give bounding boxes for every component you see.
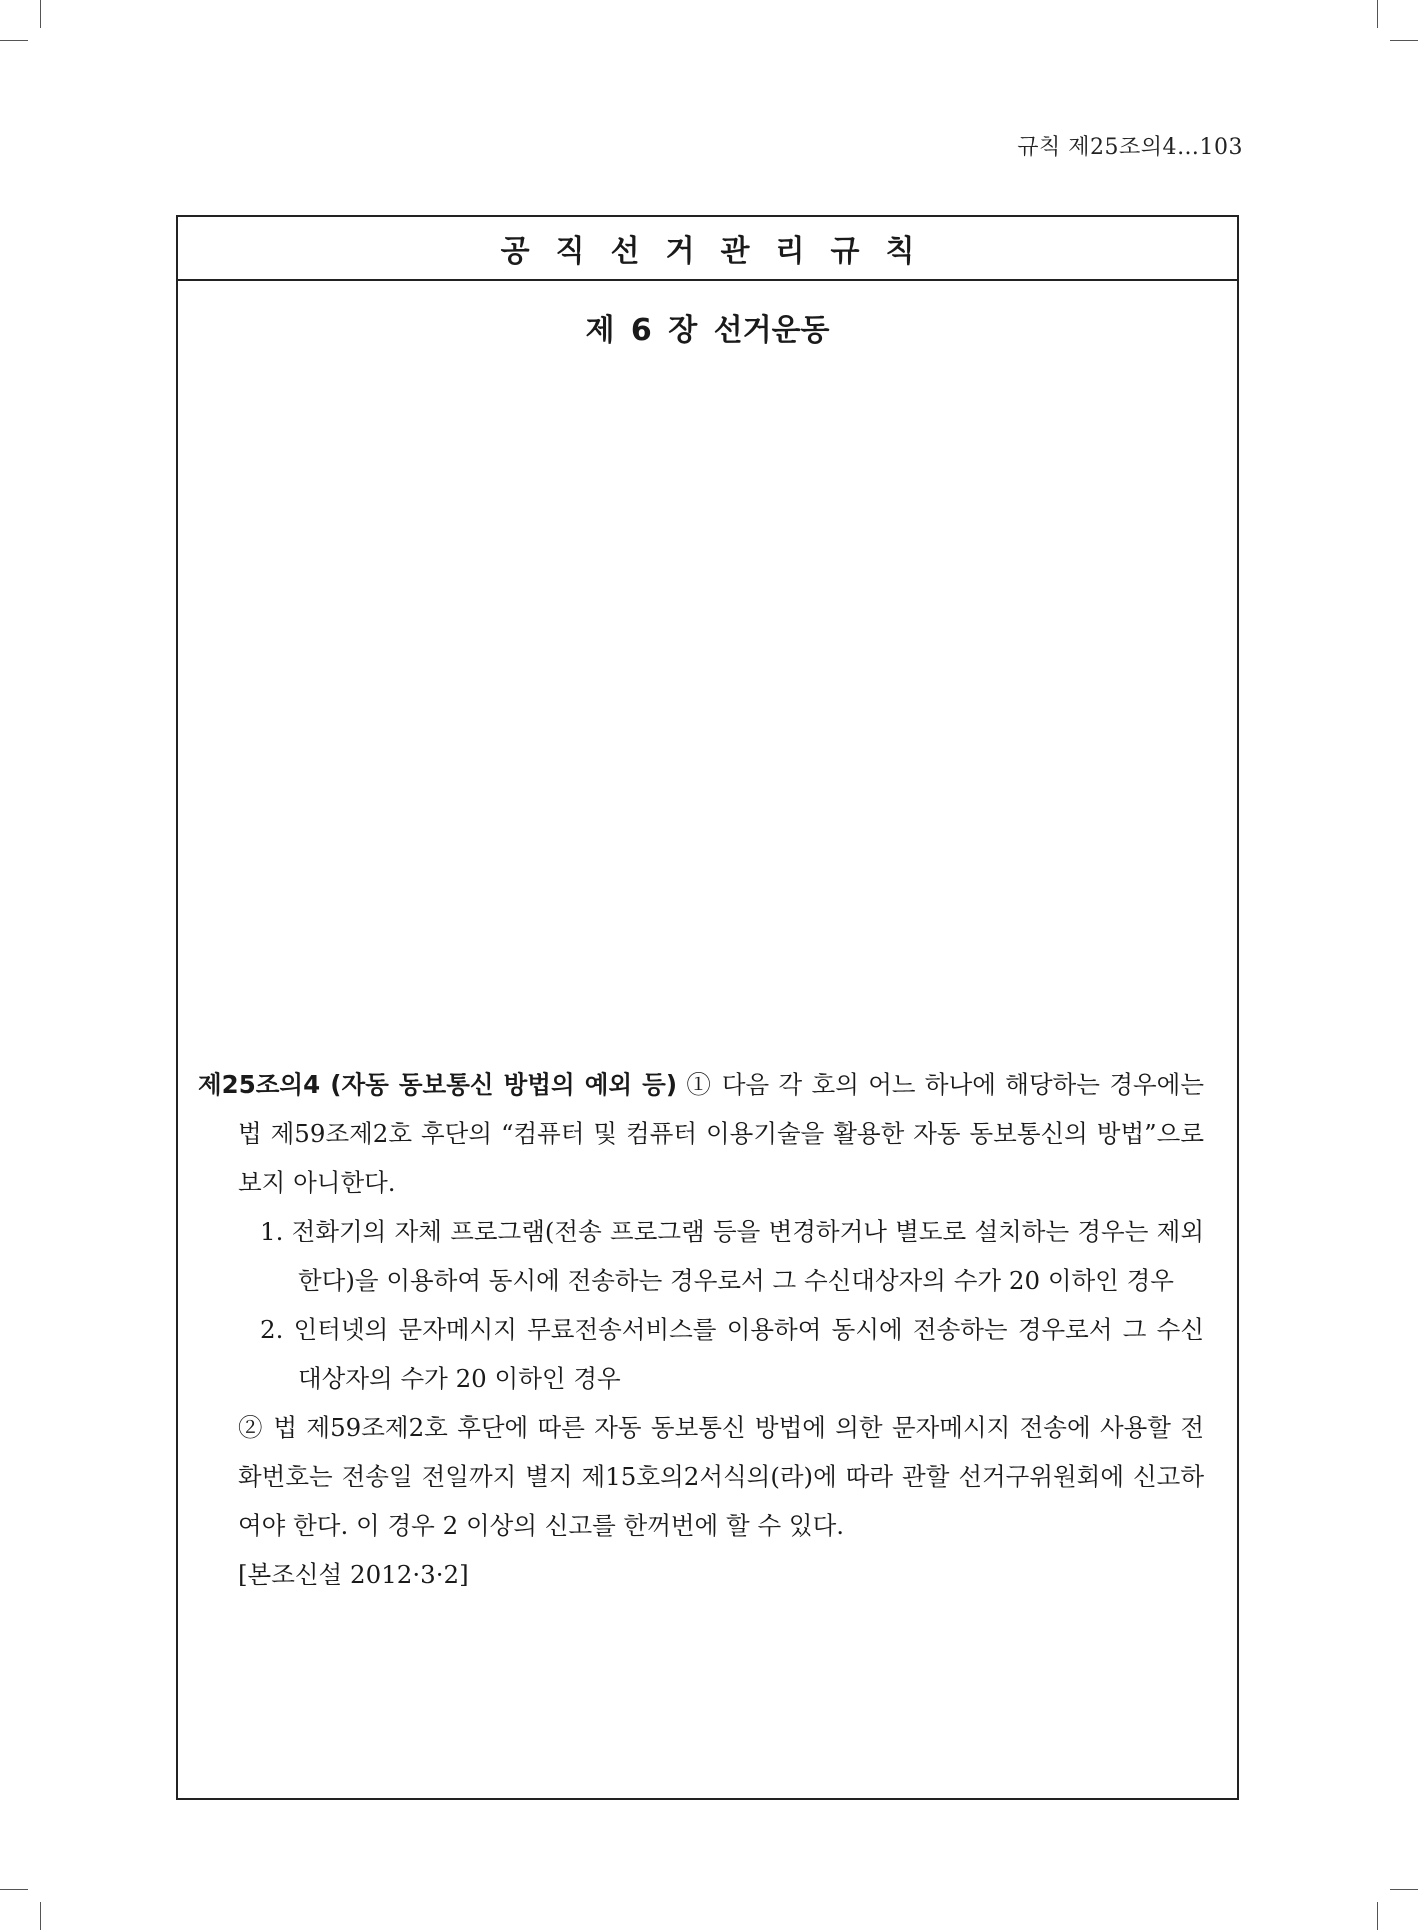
- crop-mark-bottom-right-v: [1377, 1902, 1378, 1930]
- article-paragraph-2: ② 법 제59조제2호 후단에 따른 자동 동보통신 방법에 의한 문자메시지 전송에 사용할 전화번호는 전송일 전일까지 별지 제15호의2서식의(라)에 따라 관할 선거구위원회에 신고하여야 한다. 이 경우 2 이상의 신고를 한꺼번에 할 수 있다.: [238, 1413, 1204, 1540]
- chapter-heading: 제 6 장 선거운동: [585, 313, 830, 348]
- list-item: 1. 전화기의 자체 프로그램(전송 프로그램 등을 변경하거나 별도로 설치하는 경우는 제외한다)을 이용하여 동시에 전송하는 경우로서 그 수신대상자의 수가 20 이하인 경우: [260, 1217, 1204, 1295]
- running-header: 규칙 제25조의4…103: [1017, 135, 1243, 160]
- crop-mark-top-left-v: [40, 0, 41, 28]
- crop-mark-bottom-right-h: [1390, 1889, 1418, 1890]
- title-bar: [178, 217, 1237, 281]
- amendment-history: [본조신설 2012·3·2]: [238, 1560, 469, 1589]
- article-para1-text: ① 다음 각 호의 어느 하나에 해당하는 경우에는 법 제59조제2호 후단의 “컴퓨터 및 컴퓨터 이용기술을 활용한 자동 동보통신의 방법”으로 보지 아니한다.: [238, 1070, 1204, 1197]
- crop-mark-top-left-h: [0, 40, 28, 41]
- crop-mark-top-right-h: [1390, 40, 1418, 41]
- article-body: [198, 1060, 1204, 1599]
- crop-mark-top-right-v: [1377, 0, 1378, 28]
- list-item: 2. 인터넷의 문자메시지 무료전송서비스를 이용하여 동시에 전송하는 경우로서 그 수신대상자의 수가 20 이하인 경우: [260, 1315, 1204, 1393]
- document-frame: [176, 215, 1239, 1800]
- crop-mark-bottom-left-v: [40, 1902, 41, 1930]
- article-paragraph-1: [198, 1060, 1204, 1207]
- crop-mark-bottom-left-h: [0, 1889, 28, 1890]
- article-title: 제25조의4 (자동 동보통신 방법의 예외 등): [198, 1070, 678, 1099]
- document-title: 공직선거관리규칙: [500, 234, 941, 269]
